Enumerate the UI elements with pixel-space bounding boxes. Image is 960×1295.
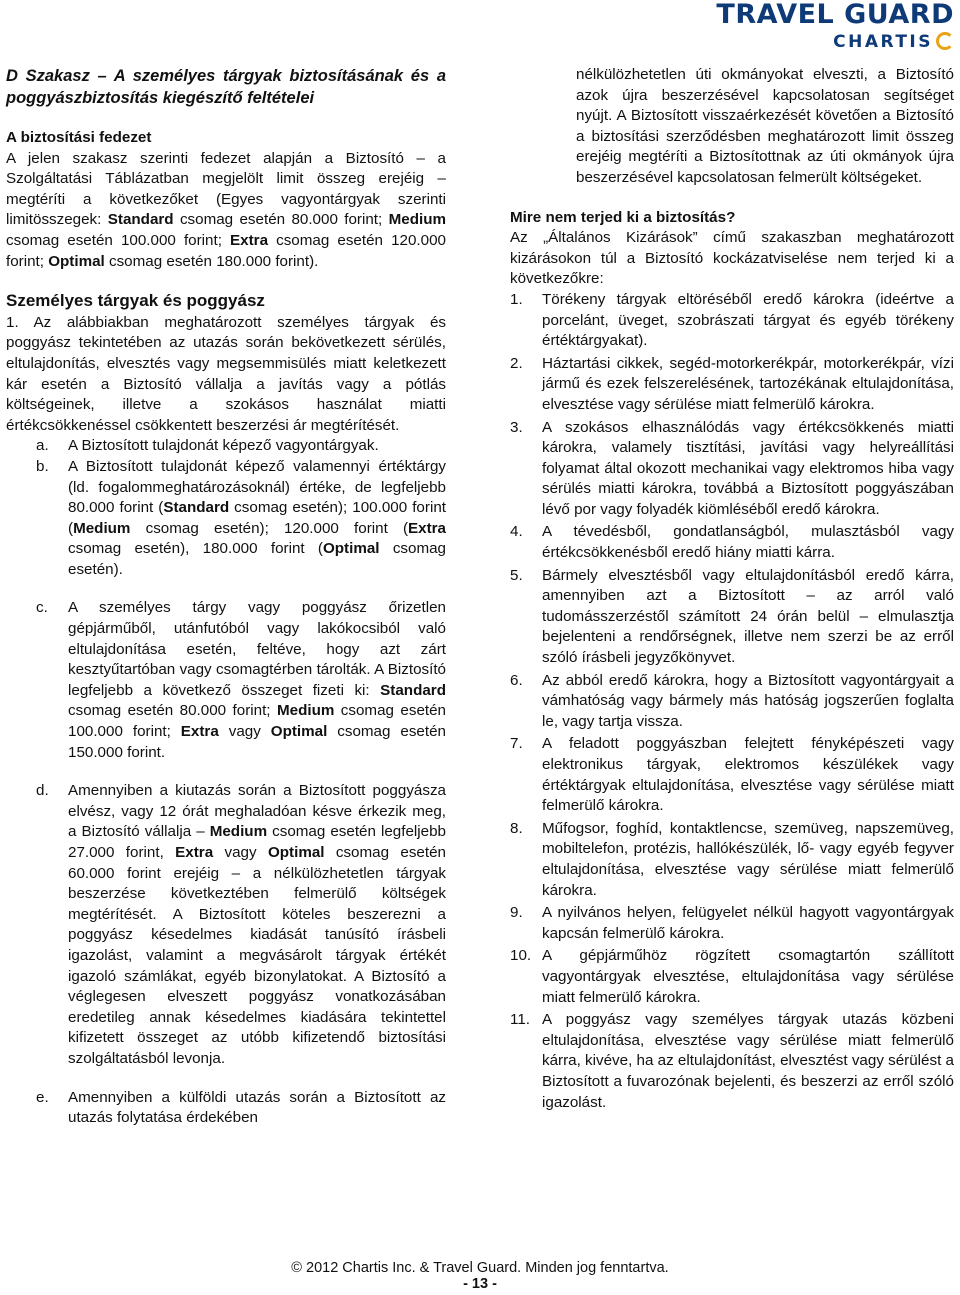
logo-title: TRAVEL GUARD bbox=[716, 0, 954, 30]
section-title: D Szakasz – A személyes tárgyak biztosításának és a poggyászbiztosítás kiegészítő feltételei bbox=[6, 67, 446, 107]
logo-sub-text: CHARTIS bbox=[833, 32, 933, 52]
left-column bbox=[6, 65, 446, 1129]
right-column bbox=[510, 65, 954, 1115]
list-item: 8. Műfogsor, foghíd, kontaktlencse, szemüveg, napszemüveg, mobiltelefon, protézis, hallókészülék, lő- vagy egyéb fegyver eltulajdonítása, elvesztése vagy sérülése miatt felmerülő károkra. bbox=[510, 819, 954, 899]
exclusions-intro: Az „Általános Kizárások” című szakaszban meghatározott kizárásokon túl a Biztosító kockázatviselése nem terjed ki a következőkre: bbox=[510, 229, 954, 288]
list-item: 1. Törékeny tárgyak eltöréséből eredő károkra (ideértve a porcelánt, üveget, szobrászati tárgyat és egyéb törékeny értéktárgyakat). bbox=[510, 290, 954, 350]
coverage-paragraph: A jelen szakasz szerinti fedezet alapján a Biztosító – a Szolgáltatási Táblázatban megjelölt limit összeg erejéig – megtéríti a következőket (Egyes vagyontárgyak szerinti limitösszegek: Standard csomag esetén 80.000 forint; Medium csomag esetén 100.000 forint; Extra csomag esetén 120.000 forint; Optimal csomag esetén 180.000 forint). bbox=[6, 149, 446, 270]
items-heading: Személyes tárgyak és poggyász bbox=[6, 291, 265, 311]
list-item: 4. A tévedésből, gondatlanságból, mulasztásból vagy értékcsökkenésből eredő hiány miatti kárra. bbox=[510, 523, 954, 562]
sub-list bbox=[6, 436, 446, 1128]
list-item: 2. Háztartási cikkek, segéd-motorkerékpár, motorkerékpár, vízi jármű és ezek felszerelésének, tartozékának eltulajdonítása, elvesztése vagy sérülése miatt felmerülő károkra. bbox=[510, 354, 954, 413]
list-item: b. A Biztosított tulajdonát képező valamennyi értéktárgy (ld. fogalommeghatározásoknál) értéke, de legfeljebb 80.000 forint (Standard csomag esetén); 100.000 forint (Medium csomag esetén); 120.000 forint (Extra csomag esetén), 180.000 forint (Optimal csomag esetén). bbox=[36, 457, 446, 578]
chartis-mark-icon bbox=[936, 32, 954, 50]
page-number: - 13 - bbox=[463, 1276, 497, 1292]
exclusions-heading: Mire nem terjed ki a biztosítás? bbox=[510, 208, 736, 226]
list-item: e. Amennyiben a külföldi utazás során a Biztosított az utazás folytatása érdekében bbox=[36, 1088, 446, 1127]
exclusions-list bbox=[510, 290, 954, 1113]
list-item: 5. Bármely elvesztésből vagy eltulajdonításból eredő kárra, amennyiben azt a Biztosított – az arról való tudomásszerzéstől számított 24 órán belül – elmulasztja bejelenteni a rendőrségnek, illetve nem szerzi be az erről szóló írásbeli jegyzőkönyvet. bbox=[510, 566, 954, 667]
list-item: a. A Biztosított tulajdonát képező vagyontárgyak. bbox=[36, 437, 379, 455]
list-item: c. A személyes tárgy vagy poggyász őrizetlen gépjárműből, utánfutóból vagy lakókocsiból való eltulajdonítása esetén, feltéve, hogy azt zárt kesztyűtartóban vagy csomagtérben tárolták. A Biztosító legfeljebb a következő összeget fizeti ki: Standard csomag esetén 80.000 forint; Medium csomag esetén 100.000 forint; Extra vagy Optimal csomag esetén 150.000 forint. bbox=[36, 599, 447, 761]
list-item: 6. Az abból eredő károkra, hogy a Biztosított vagyontárgyait a vámhatóság vagy bármely más hatóság jogszerűen foglalta le, vagy tartja vissza. bbox=[510, 671, 954, 730]
list-item: 9. A nyilvános helyen, felügyelet nélkül hagyott vagyontárgyak kapcsán felmerülő károkra. bbox=[510, 904, 954, 942]
list-item: d. Amennyiben a kiutazás során a Biztosított poggyásza elvész, vagy 12 órát meghaladóan késve érkezik meg, a Biztosító vállalja – Medium csomag esetén legfeljebb 27.000 forint, Extra vagy Optimal csomag esetén 60.000 forint erejéig – a nélkülözhetetlen tárgyak beszerzése következtében felmerülő költségek megtérítését. A Biztosított köteles beszerezni a poggyász késedelmes kiadását tanúsító írásbeli igazolást, valamint a megvásárolt tárgyak értékét igazoló számlákat, egyéb bizonylatokat. A Biztosító a véglegesen elveszett poggyász vonatkozásában eredetileg annak késedelmes kiadására tekintettel kifizetett összeget az utóbb kifizetendő biztosítási szolgáltatásból levonja. bbox=[36, 782, 446, 1067]
coverage-heading: A biztosítási fedezet bbox=[6, 129, 152, 146]
list-item: 7. A feladott poggyászban felejtett fényképészeti vagy elektronikus tárgyak, elektromos készülékek vagy értéktárgyak eltulajdonítása, elvesztése vagy sérülése miatt felmerülő károkra. bbox=[510, 735, 954, 815]
list-item: 10. A gépjárműhöz rögzített csomagtartón szállított vagyontárgyak elvesztése, eltulajdonítása vagy sérülése miatt felmerülő károkra. bbox=[510, 947, 954, 1006]
list-item: 11. A poggyász vagy személyes tárgyak utazás közbeni eltulajdonítása, elvesztése vagy sérülése miatt felmerülő kárra, kivéve, ha az eltulajdonítást, elvesztést vagy sérülést a Biztosított a fuvarozónak bejelenti, és beszerzi az erről szóló igazolást. bbox=[510, 1011, 954, 1111]
logo-subtitle bbox=[716, 30, 954, 54]
continuation-paragraph: nélkülözhetetlen úti okmányokat elveszti, a Biztosító azok újra beszerzésével kapcsolatosan segítséget nyújt. A Biztosított visszaérkezését követően a Biztosító a biztosítási szerződésben meghatározott limit összeg erejéig megtéríti a Biztosítottnak az úti okmányok újra beszerzésével kapcsolatosan felmerült költségeket. bbox=[576, 66, 954, 186]
copyright-footer: © 2012 Chartis Inc. & Travel Guard. Minden jog fenntartva. bbox=[291, 1260, 669, 1276]
travel-guard-logo bbox=[716, 0, 954, 54]
list-item: 3. A szokásos elhasználódás vagy értékcsökkenés miatti károkra, valamely tisztítási, javítási vagy helyreállítási folyamat által okozott mechanikai vagy elektromos hiba vagy sérülés miatti károkra, továbbá a Biztosított poggyászában lévő por vagy folyadék kiömléséből eredő károkra. bbox=[510, 418, 954, 518]
item-1-paragraph: 1. Az alábbiakban meghatározott személyes tárgyak és poggyász tekintetében az utazás során bekövetkezett sérülés, eltulajdonítás, elvesztés vagy megsemmisülés miatt keletkezett kár esetén a Biztosító vállalja a javítás vagy a pótlás költségeinek, illetve a szokásos használat miatti értékcsökkenéssel csökkentett beszerzési ár megtérítését. bbox=[6, 313, 446, 434]
